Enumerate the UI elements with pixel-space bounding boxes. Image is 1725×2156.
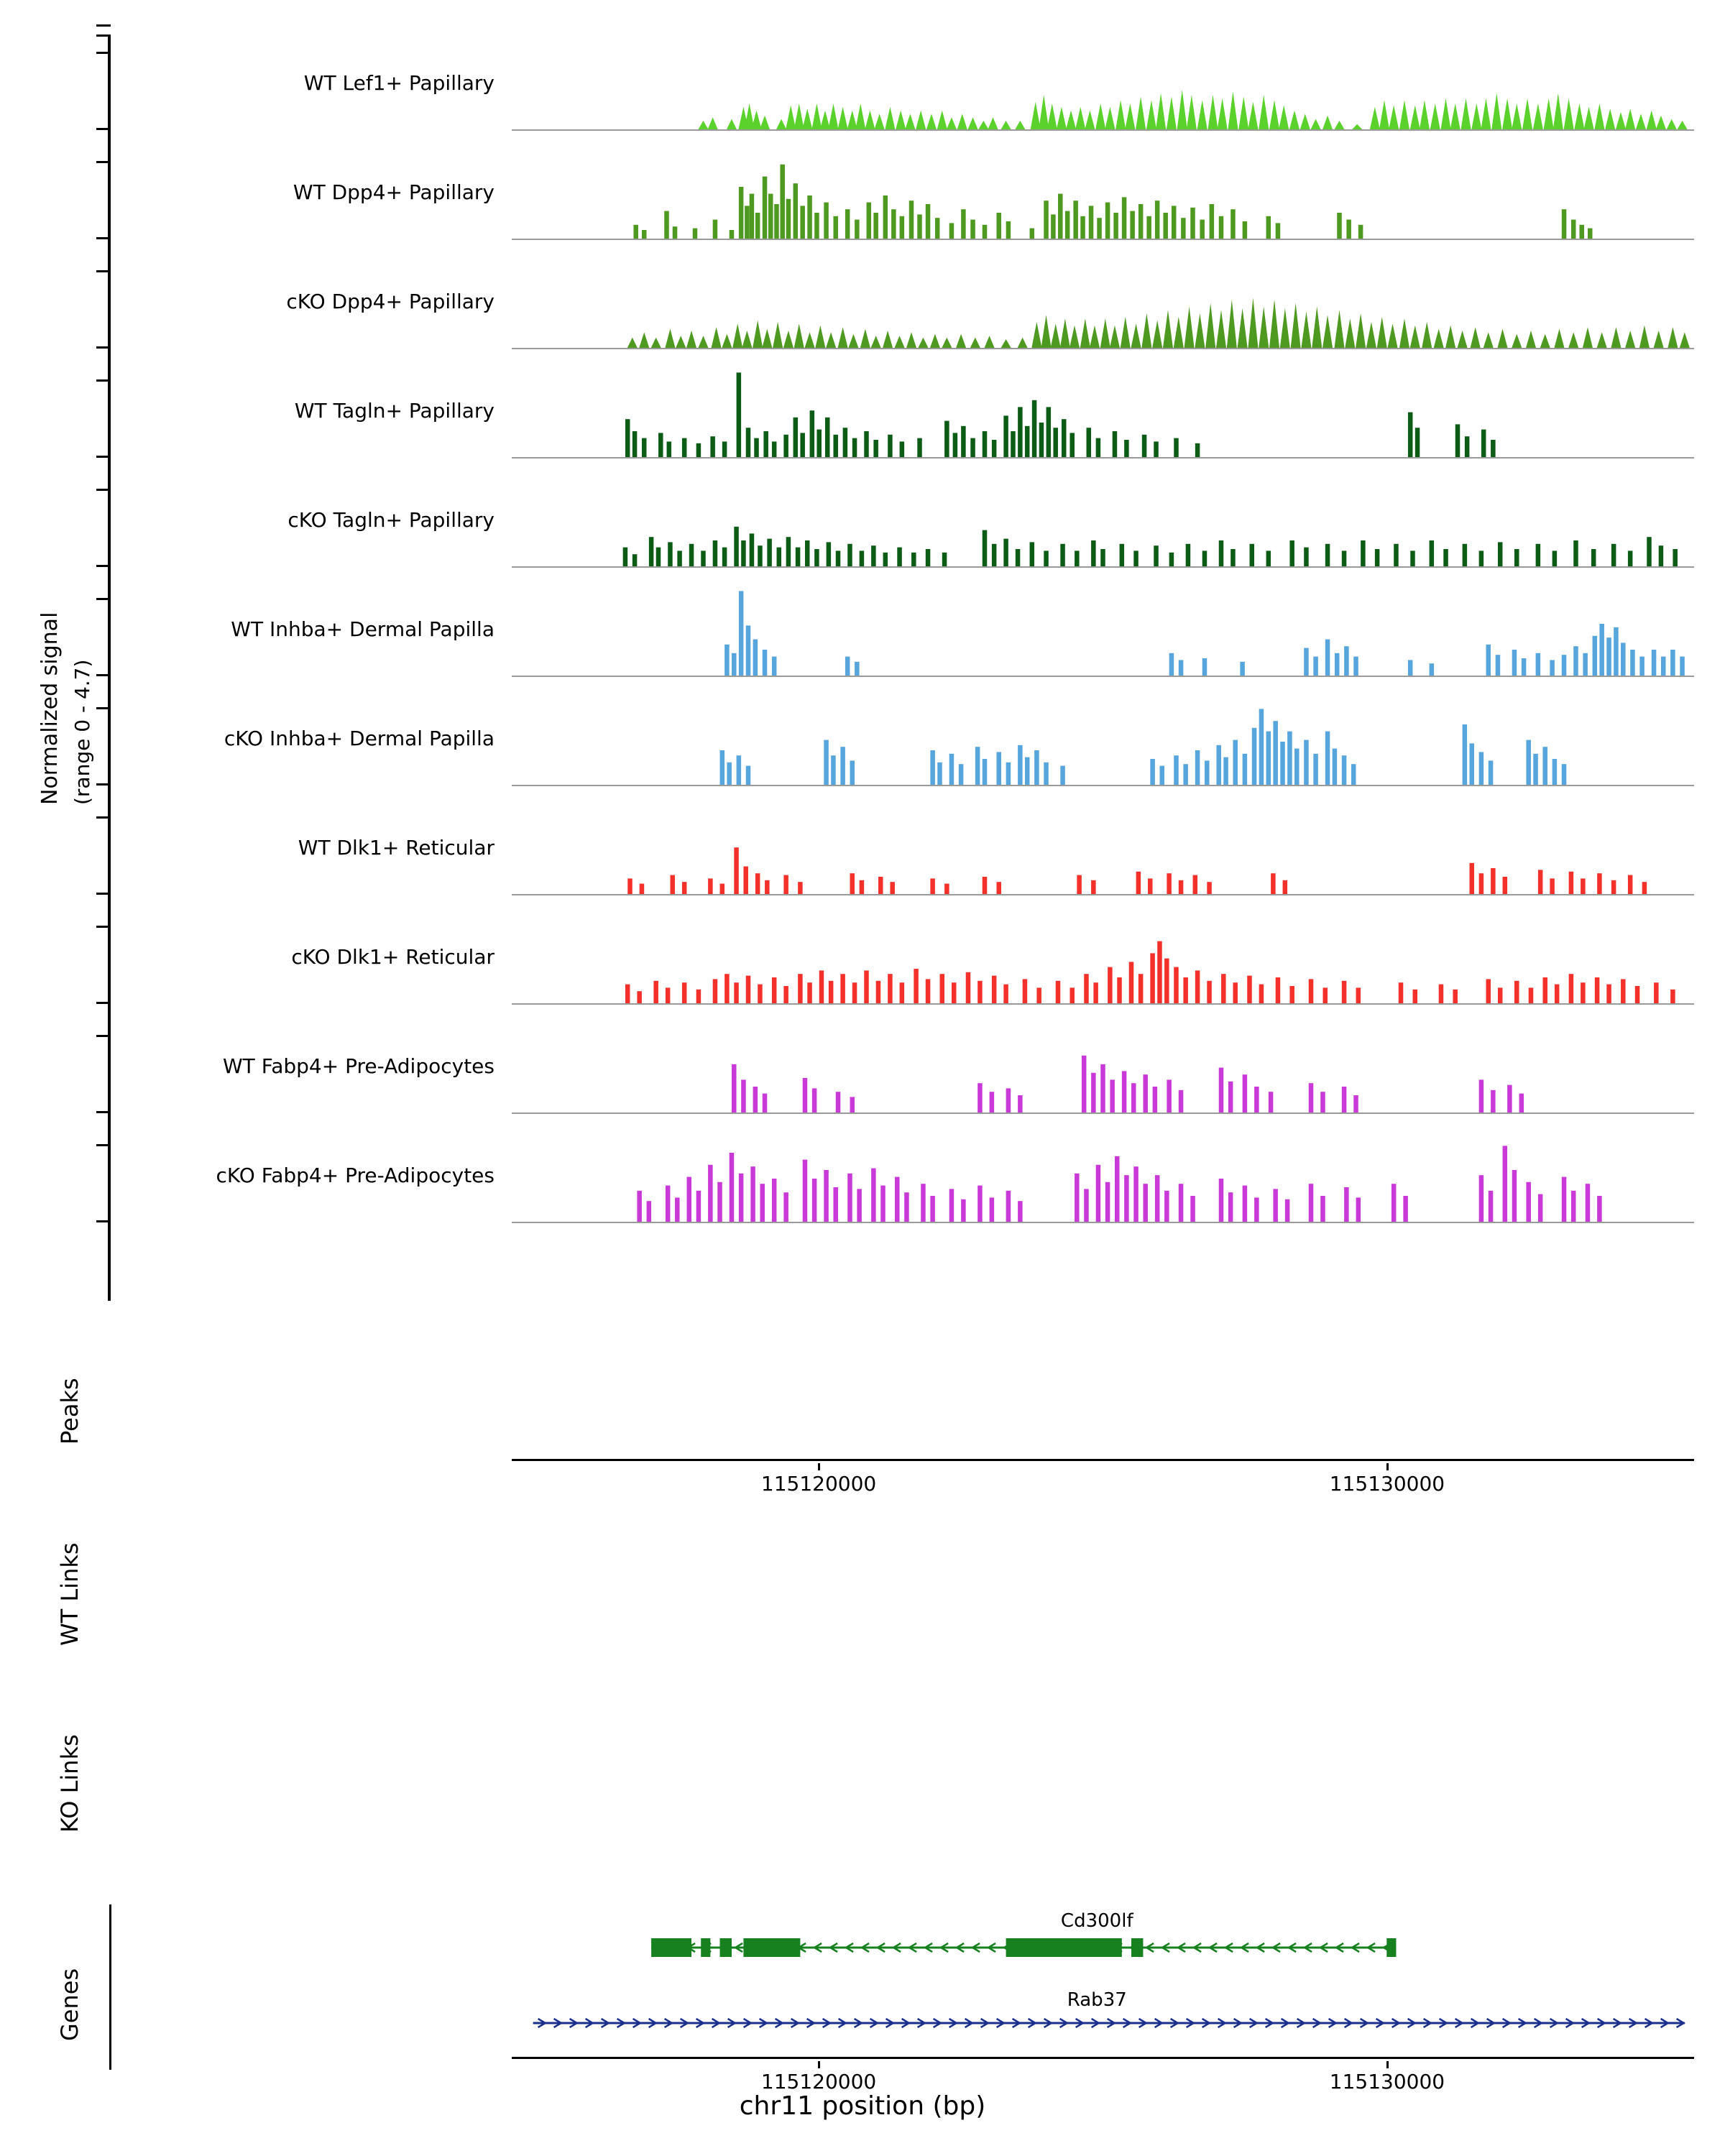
x-axis-tick-label: 115120000 — [760, 2070, 877, 2093]
y-axis-tick — [96, 707, 111, 709]
gene-body — [512, 2012, 1694, 2034]
track-signal-area — [512, 152, 1694, 239]
y-axis-label-line1: Normalized signal — [37, 612, 63, 805]
track-signal-area — [512, 699, 1694, 785]
track-signal-area — [512, 480, 1694, 566]
track-signal-area — [512, 808, 1694, 894]
track-label: WT Tagln+ Papillary — [294, 399, 494, 423]
peaks-axis-line — [512, 1459, 1694, 1461]
genes-panel-spine — [109, 1904, 111, 2070]
section-label-genes: Genes — [56, 1968, 83, 2041]
y-axis-tick — [96, 52, 111, 54]
track-signal-area — [512, 1026, 1694, 1112]
track-baseline — [512, 1003, 1694, 1005]
y-axis-tick — [96, 893, 111, 895]
track-baseline — [512, 1112, 1694, 1114]
track-label: WT Fabp4+ Pre-Adipocytes — [223, 1054, 494, 1078]
y-axis-tick — [96, 783, 111, 786]
y-axis-tick — [96, 926, 111, 928]
track-label: cKO Dpp4+ Papillary — [286, 290, 494, 313]
y-axis-tick — [96, 34, 111, 37]
x-axis-tick — [1386, 1463, 1389, 1470]
y-axis-tick — [96, 346, 111, 349]
x-axis-tick-label: 115130000 — [1329, 1472, 1445, 1496]
track-baseline — [512, 894, 1694, 895]
track-baseline — [512, 348, 1694, 349]
x-axis-tick — [1386, 2061, 1389, 2068]
track-signal-area — [512, 589, 1694, 676]
track-label: WT Inhba+ Dermal Papilla — [231, 617, 494, 641]
y-axis-tick — [96, 1111, 111, 1113]
track-label: cKO Dlk1+ Reticular — [291, 945, 494, 969]
track-baseline — [512, 566, 1694, 568]
track-label: WT Dlk1+ Reticular — [298, 836, 494, 860]
y-axis-tick — [96, 489, 111, 491]
y-axis-tick — [96, 456, 111, 458]
track-label: cKO Inhba+ Dermal Papilla — [224, 727, 494, 750]
section-label-ko-links: KO Links — [56, 1734, 83, 1833]
y-axis-tick — [96, 816, 111, 819]
x-axis-tick-label: 115130000 — [1329, 2070, 1445, 2093]
track-signal-area — [512, 371, 1694, 457]
track-baseline — [512, 129, 1694, 131]
x-axis-tick — [818, 1463, 820, 1470]
track-label: cKO Tagln+ Papillary — [288, 508, 494, 532]
x-axis-title: chr11 position (bp) — [739, 2091, 986, 2121]
track-signal-area — [512, 1135, 1694, 1222]
y-axis-tick — [96, 379, 111, 382]
genes-axis-line — [512, 2057, 1694, 2059]
track-signal-area — [512, 262, 1694, 348]
track-label: WT Lef1+ Papillary — [303, 71, 494, 95]
y-axis-tick — [96, 598, 111, 600]
y-axis-tick — [96, 1220, 111, 1222]
gene-body — [512, 1933, 1694, 1962]
track-label: cKO Fabp4+ Pre-Adipocytes — [216, 1164, 494, 1187]
track-baseline — [512, 1222, 1694, 1223]
track-label: WT Dpp4+ Papillary — [293, 180, 494, 204]
gene-label: Rab37 — [1067, 1989, 1127, 2011]
track-baseline — [512, 239, 1694, 240]
gene-label: Cd300lf — [1060, 1910, 1133, 1932]
y-axis-tick — [96, 270, 111, 272]
x-axis-tick — [818, 2061, 820, 2068]
y-axis-tick — [96, 237, 111, 239]
y-axis-tick — [96, 565, 111, 567]
y-axis-tick — [96, 1002, 111, 1004]
x-axis-tick-label: 115120000 — [760, 1472, 877, 1496]
track-baseline — [512, 785, 1694, 786]
track-baseline — [512, 676, 1694, 677]
section-label-wt-links: WT Links — [56, 1542, 83, 1646]
y-axis-tick — [96, 674, 111, 676]
y-axis-tick — [96, 24, 111, 27]
y-axis-tick — [96, 1035, 111, 1037]
section-label-peaks: Peaks — [56, 1378, 83, 1445]
y-axis-tick — [96, 1144, 111, 1146]
y-axis-tick — [96, 128, 111, 130]
track-signal-area — [512, 43, 1694, 129]
y-axis-label-line2: (range 0 - 4.7) — [70, 659, 94, 805]
y-axis-tick — [96, 161, 111, 163]
track-baseline — [512, 457, 1694, 459]
track-signal-area — [512, 917, 1694, 1003]
